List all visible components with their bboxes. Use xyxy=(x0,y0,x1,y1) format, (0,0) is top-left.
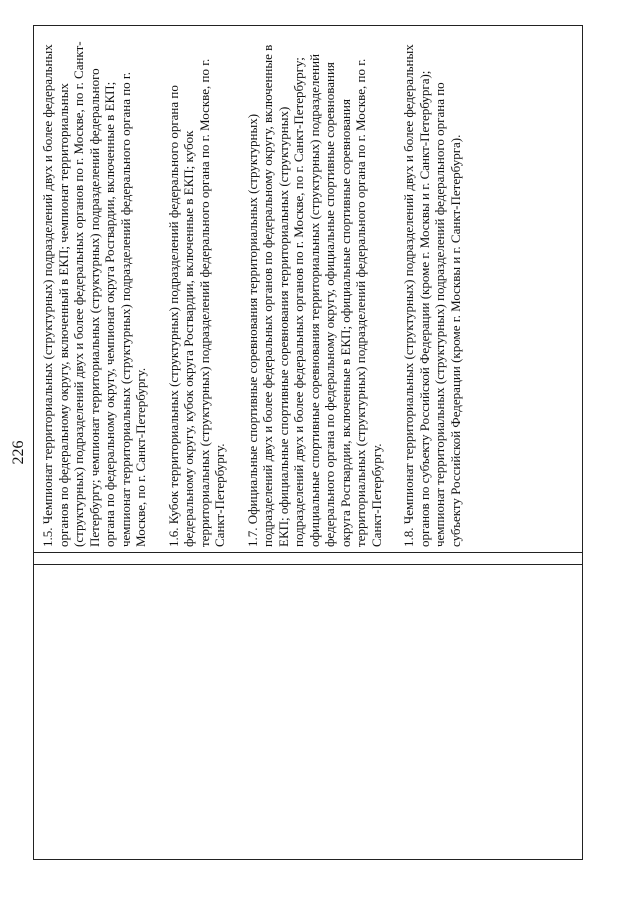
column-divider xyxy=(34,552,582,553)
entry-1-8: 1.8. Чемпионат территориальных (структурных) подразделений двух и более федеральных органов по субъекту Российской Федерации (кроме г. Москвы и г. Санкт-Петербурга); чемпионат территориальных (структурных) подразделений федерального органа по субъекту Российской Федерации (кроме г. Москвы и г. Санкт-Петербурга). xyxy=(401,44,463,547)
table-cell-text xyxy=(40,32,463,547)
entry-1-5: 1.5. Чемпионат территориальных (структурных) подразделений двух и более федеральных органов по федеральному округу, включенный в ЕКП; чемпионат территориальных (структурных) подразделений двух и более федеральных органов по г. Москве, по г. Санкт-Петербургу; чемпионат территориальных (структурных) подразделений федерального органа по федеральному округу, чемпионат округа Росгвардии, включенные в ЕКП; чемпионат территориальных (структурных) подразделений федерального органа по г. Москве, по г. Санкт-Петербургу. xyxy=(40,41,148,547)
table-cell-empty xyxy=(34,565,582,859)
page-number: 226 xyxy=(10,440,27,465)
column-divider xyxy=(34,564,582,565)
entry-1-7: 1.7. Официальные спортивные соревнования территориальных (структурных) подразделений двух и более федеральных органов по федеральному округу, включенные в ЕКП; официальные спортивные соревнования территориальных (структурных) подразделений двух и более федеральных органов по г. Москве, по г. Санкт-Петербургу; официальные спортивные соревнования территориальных (структурных) подразделений федерального органа по федеральному округу, официальные спортивные соревнования округа Росгвардии, включенные в ЕКП; официальные спортивные соревнования территориальных (структурных) подразделений федерального органа по г. Москве, по г. Санкт-Петербургу. xyxy=(244,44,384,547)
entry-1-6: 1.6. Кубок территориальных (структурных) подразделений федерального органа по федеральному округу, кубок округа Росгвардии, включенные в ЕКП; кубок территориальных (структурных) подразделений федерального органа по г. Москве, по г. Санкт-Петербургу. xyxy=(165,58,227,547)
document-table xyxy=(33,25,583,860)
